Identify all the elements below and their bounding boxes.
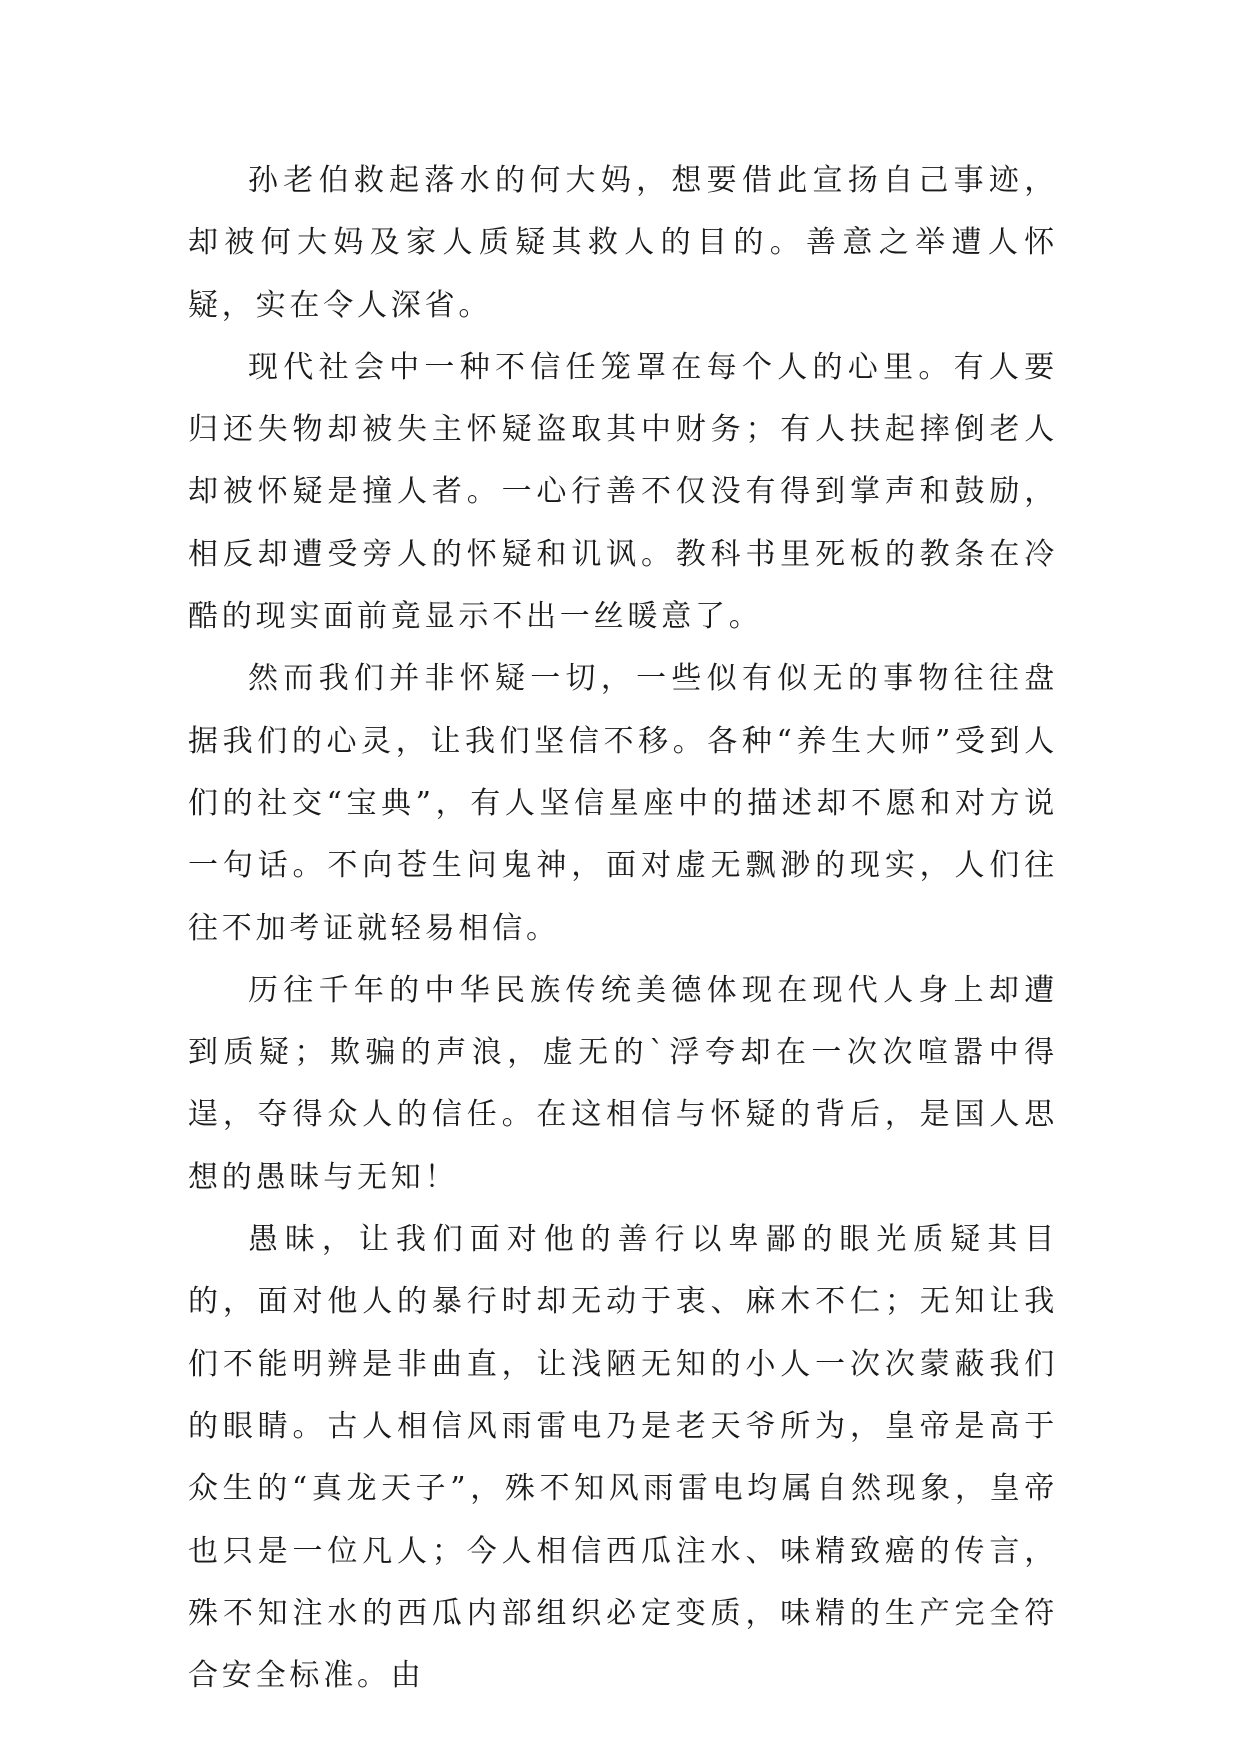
paragraph-1: 孙老伯救起落水的何大妈，想要借此宣扬自己事迹，却被何大妈及家人质疑其救人的目的。善意之举遭人怀疑，实在令人深省。 <box>188 163 1058 323</box>
paragraph-2: 现代社会中一种不信任笼罩在每个人的心里。有人要归还失物却被失主怀疑盗取其中财务；有人扶起摔倒老人却被怀疑是撞人者。一心行善不仅没有得到掌声和鼓励，相反却遭受旁人的怀疑和讥讽。教科书里死板的教条在冷酷的现实面前竟显示不出一丝暖意了。 <box>188 349 1058 635</box>
document-body <box>188 150 1058 1707</box>
paragraph-5: 愚昧，让我们面对他的善行以卑鄙的眼光质疑其目的，面对他人的暴行时却无动于衷、麻木不仁；无知让我们不能明辨是非曲直，让浅陋无知的小人一次次蒙蔽我们的眼睛。古人相信风雨雷电乃是老天爷所为，皇帝是高于众生的“真龙天子”，殊不知风雨雷电均属自然现象，皇帝也只是一位凡人；今人相信西瓜注水、味精致癌的传言，殊不知注水的西瓜内部组织必定变质，味精的生产完全符合安全标准。由 <box>188 1222 1058 1694</box>
paragraph-3: 然而我们并非怀疑一切，一些似有似无的事物往往盘据我们的心灵，让我们坚信不移。各种“养生大师”受到人们的社交“宝典”，有人坚信星座中的描述却不愿和对方说一句话。不向苍生问鬼神，面对虚无飘渺的现实，人们往往不加考证就轻易相信。 <box>188 661 1058 946</box>
paragraph-4: 历往千年的中华民族传统美德体现在现代人身上却遭到质疑；欺骗的声浪，虚无的`浮夸却在一次次喧嚣中得逞，夺得众人的信任。在这相信与怀疑的背后，是国人思想的愚昧与无知！ <box>188 972 1058 1195</box>
